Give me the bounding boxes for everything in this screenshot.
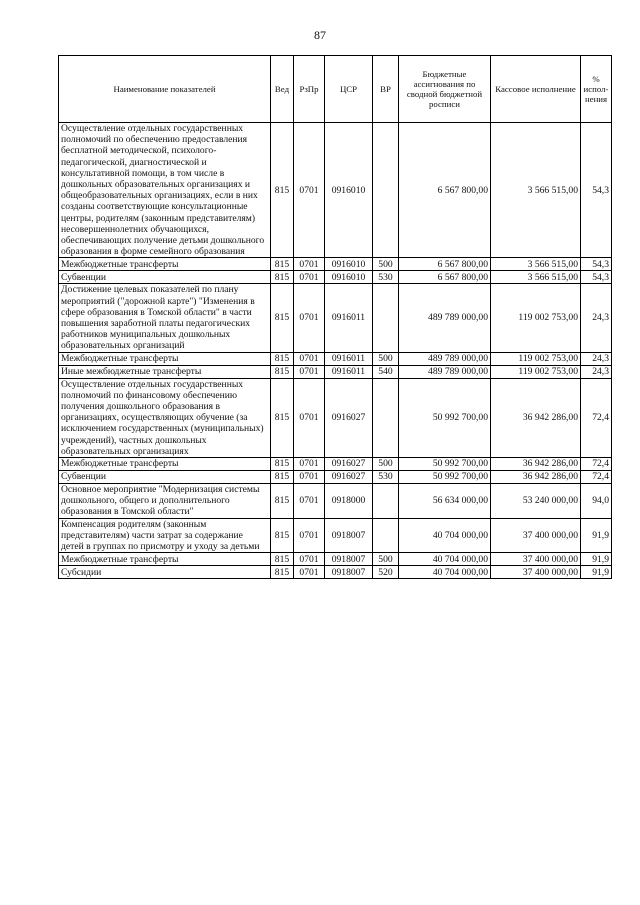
row-vr [373, 518, 399, 553]
row-cash: 3 566 515,00 [491, 123, 581, 258]
table-row [59, 553, 612, 566]
row-cash: 36 942 286,00 [491, 458, 581, 471]
table-row [59, 471, 612, 484]
row-vr: 500 [373, 352, 399, 365]
row-ved: 815 [271, 352, 294, 365]
row-rzpr: 0701 [294, 365, 325, 378]
row-rzpr: 0701 [294, 518, 325, 553]
row-cash: 37 400 000,00 [491, 566, 581, 579]
table-row [59, 271, 612, 284]
row-rzpr: 0701 [294, 566, 325, 579]
row-cash: 37 400 000,00 [491, 553, 581, 566]
row-csr: 0916011 [325, 365, 373, 378]
row-csr: 0918000 [325, 484, 373, 519]
row-vr [373, 123, 399, 258]
row-percent: 91,9 [581, 566, 612, 579]
row-csr: 0916027 [325, 471, 373, 484]
row-name: Осуществление отдельных государственных полномочий по обеспечению предоставления бесплатной методической, психолого-педагогической, диагностической и консультативной помощи, в том числе в дошкольных образовательных организациях и общеобразовательных организациях, если в них созданы соответствующие консультационные центры, родителям (законным представителям) несовершеннолетних обучающихся, обеспечивающих получение детьми дошкольного образования в форме семейного образования [59, 123, 271, 258]
row-vr [373, 378, 399, 457]
row-name: Субвенции [59, 471, 271, 484]
row-name: Компенсация родителям (законным представителям) части затрат за содержание детей в группах по присмотру и уходу за детьми [59, 518, 271, 553]
row-csr: 0916027 [325, 458, 373, 471]
header-ved: Вед [271, 56, 294, 123]
row-name: Межбюджетные трансферты [59, 458, 271, 471]
row-csr: 0916010 [325, 271, 373, 284]
page-number: 87 [314, 28, 326, 42]
row-cash: 36 942 286,00 [491, 471, 581, 484]
table-row [59, 458, 612, 471]
row-vr: 540 [373, 365, 399, 378]
row-csr: 0916010 [325, 123, 373, 258]
row-assignments: 56 634 000,00 [399, 484, 491, 519]
row-percent: 54,3 [581, 258, 612, 271]
row-name: Межбюджетные трансферты [59, 553, 271, 566]
row-percent: 54,3 [581, 123, 612, 258]
row-name: Достижение целевых показателей по плану мероприятий ("дорожной карте") "Изменения в сфере образования в Томской области" в части повышения заработной платы педагогических работников муниципальных дошкольных образовательных организаций [59, 284, 271, 352]
header-execution-percent: % испол-нения [581, 56, 612, 123]
row-ved: 815 [271, 378, 294, 457]
table-row [59, 518, 612, 553]
row-vr: 530 [373, 471, 399, 484]
row-name: Межбюджетные трансферты [59, 352, 271, 365]
table-row [59, 378, 612, 457]
row-csr: 0918007 [325, 566, 373, 579]
row-vr: 500 [373, 458, 399, 471]
row-assignments: 489 789 000,00 [399, 352, 491, 365]
table-row [59, 566, 612, 579]
budget-execution-table [58, 55, 612, 579]
row-assignments: 40 704 000,00 [399, 553, 491, 566]
row-assignments: 40 704 000,00 [399, 518, 491, 553]
row-assignments: 6 567 800,00 [399, 123, 491, 258]
row-assignments: 6 567 800,00 [399, 258, 491, 271]
row-rzpr: 0701 [294, 123, 325, 258]
row-csr: 0916027 [325, 378, 373, 457]
row-percent: 24,3 [581, 352, 612, 365]
row-ved: 815 [271, 365, 294, 378]
row-name: Субвенции [59, 271, 271, 284]
row-rzpr: 0701 [294, 378, 325, 457]
row-assignments: 50 992 700,00 [399, 378, 491, 457]
row-vr [373, 484, 399, 519]
row-cash: 53 240 000,00 [491, 484, 581, 519]
row-name: Основное мероприятие "Модернизация системы дошкольного, общего и дополнительного образования в Томской области" [59, 484, 271, 519]
table-row [59, 484, 612, 519]
row-ved: 815 [271, 123, 294, 258]
row-ved: 815 [271, 484, 294, 519]
table-header-row [59, 56, 612, 123]
row-rzpr: 0701 [294, 553, 325, 566]
row-name: Осуществление отдельных государственных полномочий по финансовому обеспечению получения дошкольного образования в организациях, осуществляющих обучение (за исключением государственных (муниципальных) учреждений), частных дошкольных образовательных организациях [59, 378, 271, 457]
row-ved: 815 [271, 518, 294, 553]
header-csr: ЦСР [325, 56, 373, 123]
row-percent: 54,3 [581, 271, 612, 284]
row-csr: 0918007 [325, 553, 373, 566]
table-row [59, 284, 612, 352]
row-rzpr: 0701 [294, 471, 325, 484]
header-name: Наименование показателей [59, 56, 271, 123]
row-percent: 72,4 [581, 458, 612, 471]
row-vr: 500 [373, 553, 399, 566]
row-rzpr: 0701 [294, 284, 325, 352]
header-vr: ВР [373, 56, 399, 123]
row-vr: 530 [373, 271, 399, 284]
row-ved: 815 [271, 471, 294, 484]
row-cash: 119 002 753,00 [491, 352, 581, 365]
row-percent: 72,4 [581, 378, 612, 457]
row-assignments: 50 992 700,00 [399, 458, 491, 471]
row-vr: 500 [373, 258, 399, 271]
table-row [59, 365, 612, 378]
row-percent: 72,4 [581, 471, 612, 484]
header-cash-execution: Кассовое исполнение [491, 56, 581, 123]
row-percent: 24,3 [581, 284, 612, 352]
row-csr: 0916011 [325, 284, 373, 352]
row-cash: 36 942 286,00 [491, 378, 581, 457]
row-csr: 0916011 [325, 352, 373, 365]
row-cash: 119 002 753,00 [491, 284, 581, 352]
row-rzpr: 0701 [294, 484, 325, 519]
row-assignments: 489 789 000,00 [399, 365, 491, 378]
row-csr: 0916010 [325, 258, 373, 271]
row-assignments: 50 992 700,00 [399, 471, 491, 484]
row-ved: 815 [271, 566, 294, 579]
row-ved: 815 [271, 553, 294, 566]
row-ved: 815 [271, 258, 294, 271]
row-rzpr: 0701 [294, 352, 325, 365]
header-budget-assignments: Бюджетные ассигнования по сводной бюджетной росписи [399, 56, 491, 123]
row-vr: 520 [373, 566, 399, 579]
row-csr: 0918007 [325, 518, 373, 553]
row-percent: 91,9 [581, 553, 612, 566]
row-cash: 119 002 753,00 [491, 365, 581, 378]
row-percent: 94,0 [581, 484, 612, 519]
row-percent: 91,9 [581, 518, 612, 553]
row-assignments: 6 567 800,00 [399, 271, 491, 284]
row-vr [373, 284, 399, 352]
table-row [59, 123, 612, 258]
row-ved: 815 [271, 271, 294, 284]
row-rzpr: 0701 [294, 271, 325, 284]
row-rzpr: 0701 [294, 458, 325, 471]
row-assignments: 489 789 000,00 [399, 284, 491, 352]
row-assignments: 40 704 000,00 [399, 566, 491, 579]
row-rzpr: 0701 [294, 258, 325, 271]
table-row [59, 352, 612, 365]
row-name: Иные межбюджетные трансферты [59, 365, 271, 378]
row-name: Субсидии [59, 566, 271, 579]
header-rzpr: РзПр [294, 56, 325, 123]
row-ved: 815 [271, 284, 294, 352]
row-cash: 3 566 515,00 [491, 271, 581, 284]
row-ved: 815 [271, 458, 294, 471]
row-cash: 3 566 515,00 [491, 258, 581, 271]
row-cash: 37 400 000,00 [491, 518, 581, 553]
row-percent: 24,3 [581, 365, 612, 378]
row-name: Межбюджетные трансферты [59, 258, 271, 271]
table-row [59, 258, 612, 271]
